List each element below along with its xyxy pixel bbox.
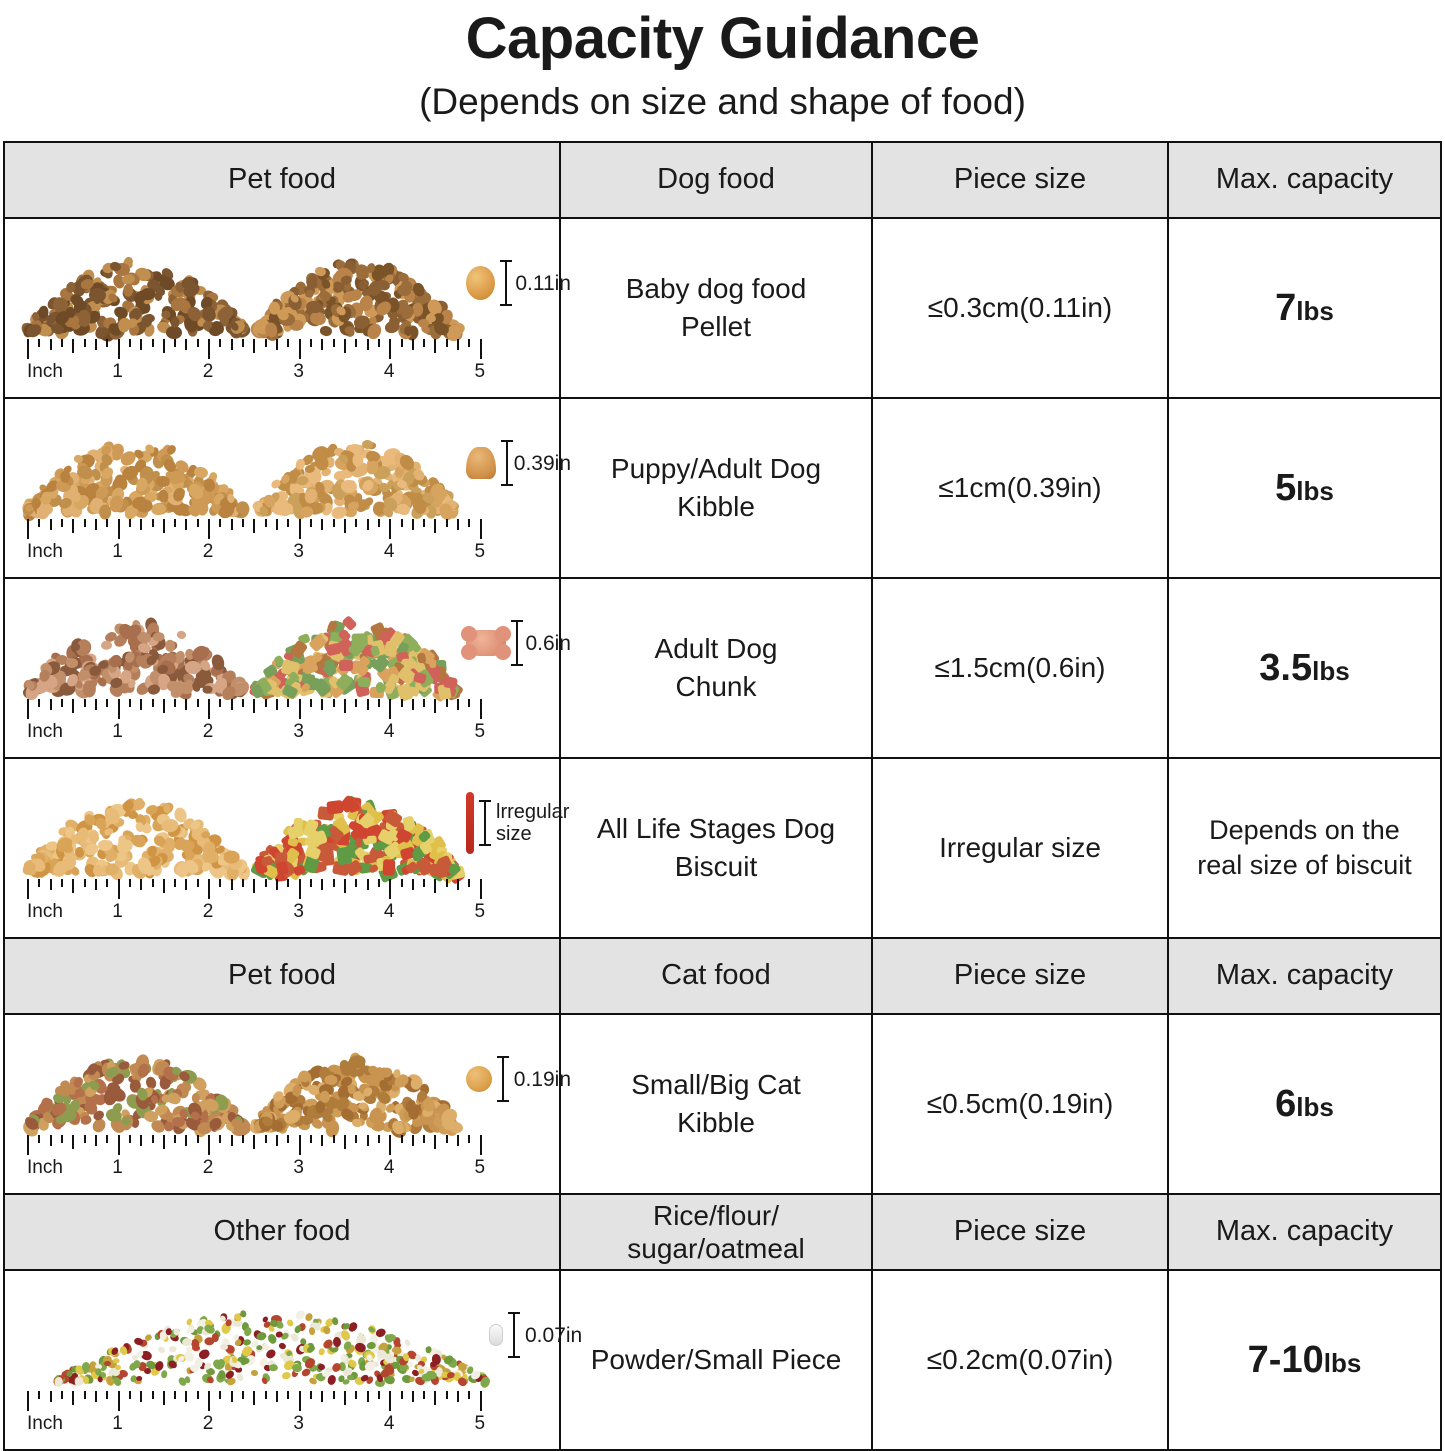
food-type-line2: Pellet xyxy=(680,311,752,343)
header-cat-food: Cat food xyxy=(560,938,872,1014)
food-type-cell xyxy=(560,758,872,938)
ruler-number: 2 xyxy=(202,1413,214,1435)
piece-measure-label: 0.07in xyxy=(525,1323,583,1347)
capacity-unit: lbs xyxy=(1296,1091,1334,1122)
max-capacity-cell xyxy=(1168,398,1441,578)
ruler-number: 3 xyxy=(293,1413,304,1435)
ruler-number: 4 xyxy=(383,901,395,923)
max-capacity-cell xyxy=(1168,578,1441,758)
ruler-number: 2 xyxy=(202,1157,214,1179)
row-image-cell xyxy=(4,578,571,758)
ruler-ticks xyxy=(27,1135,487,1155)
ruler-number: 3 xyxy=(293,721,304,743)
max-capacity-cell xyxy=(1168,1270,1441,1450)
food-piece-sample xyxy=(466,413,571,513)
food-type-line1: Baby dog food xyxy=(625,273,807,305)
ruler-number: 1 xyxy=(112,901,123,923)
ruler-unit-label: Inch xyxy=(27,901,63,923)
ruler-number: 3 xyxy=(293,1157,304,1179)
ruler-numbers xyxy=(27,719,487,743)
ruler-image xyxy=(27,1135,487,1187)
food-type-cell xyxy=(560,398,872,578)
header-max-capacity-cat: Max. capacity xyxy=(1168,938,1441,1014)
ruler-image xyxy=(27,339,487,391)
capacity-line2: real size of biscuit xyxy=(1197,850,1412,881)
food-pile-image xyxy=(21,233,236,333)
max-capacity-cell xyxy=(1168,758,1441,938)
table-row xyxy=(4,758,1441,938)
row-image-cell xyxy=(4,758,570,938)
ruler-ticks xyxy=(27,1391,487,1411)
header-rice-flour-line1: Rice/flour/ xyxy=(652,1200,780,1232)
food-type-line2: Kibble xyxy=(677,1107,755,1139)
ruler-unit-label: Inch xyxy=(27,541,63,563)
ruler-number: 3 xyxy=(293,361,304,383)
ruler-image xyxy=(27,519,487,571)
ruler-number: 4 xyxy=(383,721,395,743)
caliper-icon xyxy=(508,1312,520,1358)
row-image-cell xyxy=(4,218,571,398)
piece-measure-label xyxy=(496,801,569,845)
ruler-ticks xyxy=(27,699,487,719)
capacity-guidance-page xyxy=(0,6,1445,1435)
ruler-number: 2 xyxy=(202,721,214,743)
header-piece-size-other: Piece size xyxy=(872,1194,1168,1270)
table-row xyxy=(4,1014,1441,1194)
capacity-number: 3.5 xyxy=(1259,646,1313,689)
capacity-number: 6 xyxy=(1275,1082,1297,1125)
food-pile-image xyxy=(250,233,450,333)
ruler-number: 1 xyxy=(112,1157,123,1179)
food-pile-image xyxy=(21,1029,236,1129)
food-pile-image xyxy=(250,1029,450,1129)
food-pile-image xyxy=(53,1285,483,1385)
row-image-cell xyxy=(4,398,571,578)
ruler-number: 1 xyxy=(112,1413,123,1435)
row-image-cell xyxy=(4,1014,571,1194)
header-piece-size-cat: Piece size xyxy=(872,938,1168,1014)
ruler-image xyxy=(27,879,487,931)
food-pile-image xyxy=(250,773,450,873)
ruler-number: 3 xyxy=(293,901,304,923)
food-type-line1: Powder/Small Piece xyxy=(590,1344,842,1376)
food-piece-sample xyxy=(466,773,569,873)
piece-size-cell: Irregular size xyxy=(872,758,1168,938)
header-pet-food-cat: Pet food xyxy=(4,938,560,1014)
table-row xyxy=(4,218,1441,398)
ruler-number: 5 xyxy=(474,721,486,743)
caliper-icon xyxy=(500,260,510,306)
table-header-cat xyxy=(4,938,1441,1014)
food-type-cell xyxy=(560,1014,872,1194)
food-pile-image xyxy=(21,773,236,873)
table-header-other xyxy=(4,1194,1441,1270)
ruler-number: 3 xyxy=(293,541,304,563)
food-piece-sample xyxy=(489,1285,582,1385)
header-piece-size-dog: Piece size xyxy=(872,142,1168,218)
row-image-cell xyxy=(4,1270,583,1450)
ruler-image xyxy=(27,699,487,751)
ruler-unit-label: Inch xyxy=(27,361,63,383)
piece-measure-label: 0.11in xyxy=(515,271,571,295)
capacity-table xyxy=(3,141,1442,1451)
caliper-icon xyxy=(479,800,491,846)
ruler-number: 5 xyxy=(474,541,486,563)
table-header-dog xyxy=(4,142,1441,218)
food-type-line2: Biscuit xyxy=(674,851,758,883)
food-type-cell xyxy=(560,1270,872,1450)
ruler-number: 2 xyxy=(202,901,214,923)
ruler-number: 2 xyxy=(202,361,214,383)
ruler-numbers xyxy=(27,1411,487,1435)
ruler-number: 5 xyxy=(474,901,486,923)
header-max-capacity-dog: Max. capacity xyxy=(1168,142,1441,218)
ruler-ticks xyxy=(27,879,487,899)
piece-measure-label: 0.39in xyxy=(513,451,571,475)
piece-size-cell: ≤1.5cm(0.6in) xyxy=(872,578,1168,758)
piece-measure-label: 0.6in xyxy=(525,631,571,655)
table-row xyxy=(4,1270,1441,1450)
table-row xyxy=(4,578,1441,758)
table-row xyxy=(4,398,1441,578)
page-subtitle: (Depends on size and shape of food) xyxy=(419,80,1026,122)
ruler-unit-label: Inch xyxy=(27,1413,63,1435)
piece-size-cell: ≤0.2cm(0.07in) xyxy=(872,1270,1168,1450)
ruler-number: 1 xyxy=(112,541,123,563)
header-rice-flour xyxy=(560,1194,872,1270)
max-capacity-cell xyxy=(1168,1014,1441,1194)
page-title: Capacity Guidance xyxy=(465,6,980,71)
food-piece-sample xyxy=(466,1029,571,1129)
ruler-unit-label: Inch xyxy=(27,1157,63,1179)
food-type-line1: Adult Dog xyxy=(654,633,778,665)
caliper-icon xyxy=(511,620,520,666)
ruler-number: 5 xyxy=(474,1157,486,1179)
ruler-unit-label: Inch xyxy=(27,721,63,743)
piece-size-cell: ≤0.5cm(0.19in) xyxy=(872,1014,1168,1194)
caliper-icon xyxy=(497,1056,509,1102)
ruler-number: 4 xyxy=(383,1157,395,1179)
food-pile-image xyxy=(250,593,450,693)
max-capacity-cell xyxy=(1168,218,1441,398)
food-type-cell xyxy=(560,578,872,758)
header-dog-food: Dog food xyxy=(560,142,872,218)
food-piece-sample xyxy=(466,593,571,693)
food-type-line1: All Life Stages Dog xyxy=(596,813,836,845)
ruler-number: 1 xyxy=(112,721,123,743)
ruler-number: 1 xyxy=(112,361,123,383)
piece-size-cell: ≤0.3cm(0.11in) xyxy=(872,218,1168,398)
capacity-number: 7 xyxy=(1275,286,1297,329)
piece-measure-label: 0.19in xyxy=(513,1067,571,1091)
ruler-numbers xyxy=(27,539,487,563)
ruler-number: 5 xyxy=(474,1413,486,1435)
header-pet-food-dog: Pet food xyxy=(4,142,560,218)
ruler-numbers xyxy=(27,899,487,923)
caliper-icon xyxy=(501,440,509,486)
ruler-number: 5 xyxy=(474,361,486,383)
capacity-unit: lbs xyxy=(1296,475,1334,506)
piece-size-cell: ≤1cm(0.39in) xyxy=(872,398,1168,578)
header-max-capacity-other: Max. capacity xyxy=(1168,1194,1441,1270)
capacity-line1: Depends on the xyxy=(1209,815,1400,846)
food-pile-image xyxy=(21,593,236,693)
food-type-cell xyxy=(560,218,872,398)
food-pile-image xyxy=(21,413,236,513)
food-type-line1: Puppy/Adult Dog xyxy=(610,453,822,485)
ruler-number: 4 xyxy=(383,1413,395,1435)
ruler-image xyxy=(27,1391,487,1443)
piece-measure-line2: size xyxy=(496,823,532,846)
ruler-ticks xyxy=(27,519,487,539)
food-piece-sample xyxy=(466,233,571,333)
ruler-numbers xyxy=(27,359,487,383)
ruler-number: 2 xyxy=(202,541,214,563)
food-type-line1: Small/Big Cat xyxy=(631,1069,801,1101)
ruler-numbers xyxy=(27,1155,487,1179)
header-rice-flour-line2: sugar/oatmeal xyxy=(627,1233,805,1265)
ruler-number: 4 xyxy=(383,361,395,383)
ruler-number: 4 xyxy=(383,541,395,563)
capacity-unit: lbs xyxy=(1312,655,1350,686)
piece-measure-line1: lrregular xyxy=(496,801,570,824)
header-other-food: Other food xyxy=(4,1194,560,1270)
capacity-unit: lbs xyxy=(1323,1347,1362,1378)
food-type-line2: Kibble xyxy=(677,491,755,523)
capacity-number: 5 xyxy=(1275,466,1297,509)
food-type-line2: Chunk xyxy=(675,671,757,703)
capacity-number: 7-10 xyxy=(1247,1338,1324,1381)
ruler-ticks xyxy=(27,339,487,359)
capacity-unit: lbs xyxy=(1296,295,1334,326)
food-pile-image xyxy=(250,413,450,513)
